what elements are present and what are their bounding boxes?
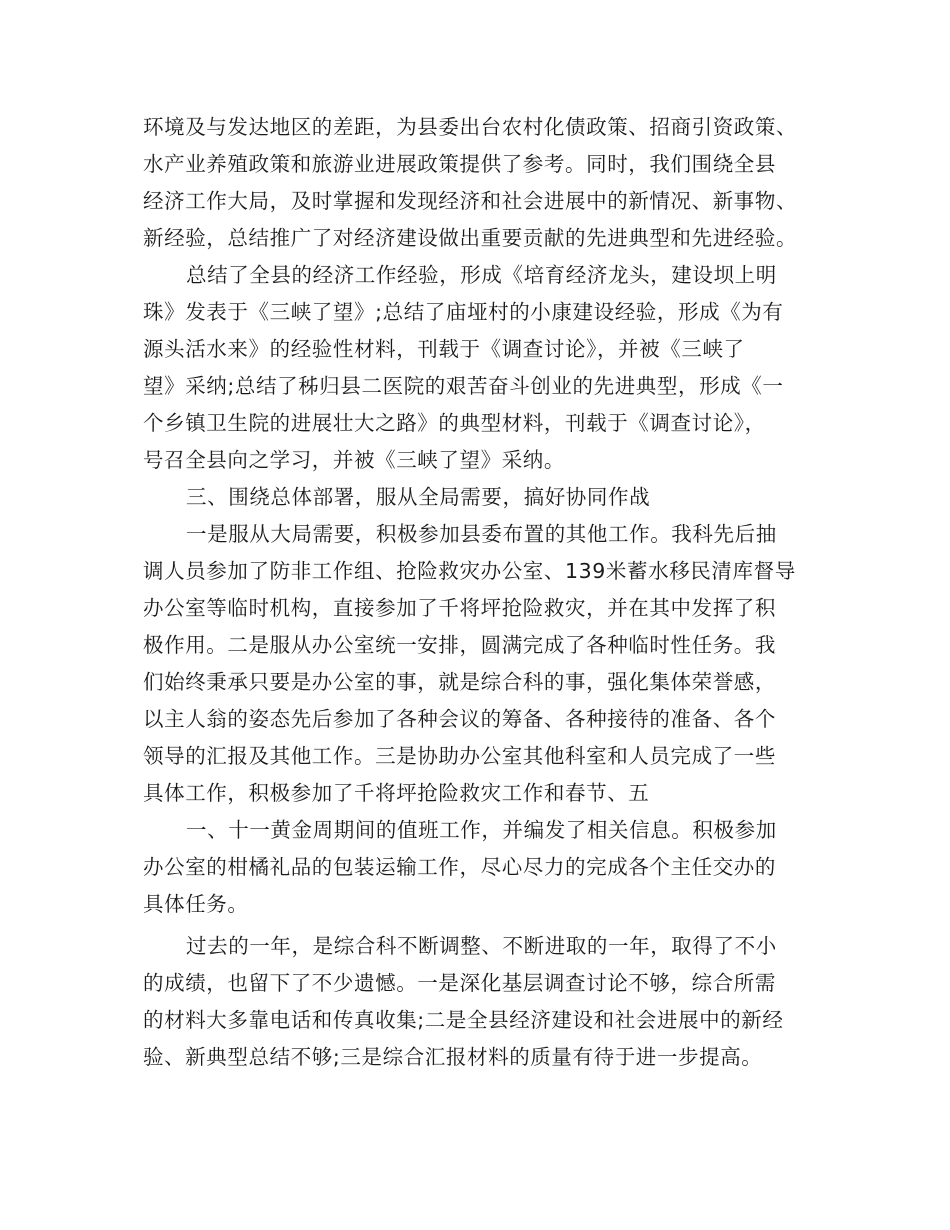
text-line: 环境及与发达地区的差距，为县委出台农村化债政策、招商引资政策、 [143, 115, 798, 139]
text-line: 经济工作大局，及时掌握和发现经济和社会进展中的新情况、新事物、 [143, 189, 798, 213]
text-line: 们始终秉承只要是办公室的事，就是综合科的事，强化集体荣誉感， [143, 670, 776, 694]
paragraph-first-line: 一、十一黄金周期间的值班工作，并编发了相关信息。积极参加 [186, 818, 777, 842]
text-line: 验、新典型总结不够;三是综合汇报材料的质量有待于进一步提高。 [143, 1045, 763, 1069]
text-line: 极作用。二是服从办公室统一安排，圆满完成了各种临时性任务。我 [143, 633, 776, 657]
text-line: 以主人翁的姿态先后参加了各种会议的筹备、各种接待的准备、各个 [143, 707, 776, 731]
paragraph-first-line: 总结了全县的经济工作经验，形成《培育经济龙头，建设坝上明 [186, 263, 777, 287]
text-line: 珠》发表于《三峡了望》;总结了庙垭村的小康建设经验，形成《为有 [143, 300, 784, 324]
paragraph-first-line: 一是服从大局需要，积极参加县委布置的其他工作。我科先后抽 [186, 522, 777, 546]
text-line: 的材料大多靠电话和传真收集;二是全县经济建设和社会进展中的新经 [143, 1008, 784, 1032]
section-heading: 三、围绕总体部署，服从全局需要，搞好协同作战 [186, 485, 651, 509]
text-line: 的成绩，也留下了不少遗憾。一是深化基层调查讨论不够，综合所需 [143, 971, 776, 995]
paragraph-first-line: 过去的一年，是综合科不断调整、不断进取的一年，取得了不小 [186, 934, 777, 958]
text-line: 具体工作，积极参加了千将坪抢险救灾工作和春节、五 [143, 781, 650, 805]
text-line: 调人员参加了防非工作组、抢险救灾办公室、139米蓄水移民清库督导 [143, 559, 796, 583]
text-line: 领导的汇报及其他工作。三是协助办公室其他科室和人员完成了一些 [143, 744, 776, 768]
text-line: 新经验，总结推广了对经济建设做出重要贡献的先进典型和先进经验。 [143, 226, 798, 250]
text-line: 号召全县向之学习，并被《三峡了望》采纳。 [143, 448, 565, 472]
text-line: 办公室的柑橘礼品的包装运输工作，尽心尽力的完成各个主任交办的 [143, 855, 776, 879]
text-line: 个乡镇卫生院的进展壮大之路》的典型材料，刊载于《调查讨论》， [143, 411, 766, 435]
text-line: 望》采纳;总结了秭归县二医院的艰苦奋斗创业的先进典型，形成《一 [143, 374, 784, 398]
text-line: 办公室等临时机构，直接参加了千将坪抢险救灾，并在其中发挥了积 [143, 596, 776, 620]
text-line: 水产业养殖政策和旅游业进展政策提供了参考。同时，我们围绕全县 [143, 152, 776, 176]
text-line: 具体任务。 [143, 892, 249, 916]
text-line: 源头活水来》的经验性材料，刊载于《调查讨论》，并被《三峡了 [143, 337, 745, 361]
